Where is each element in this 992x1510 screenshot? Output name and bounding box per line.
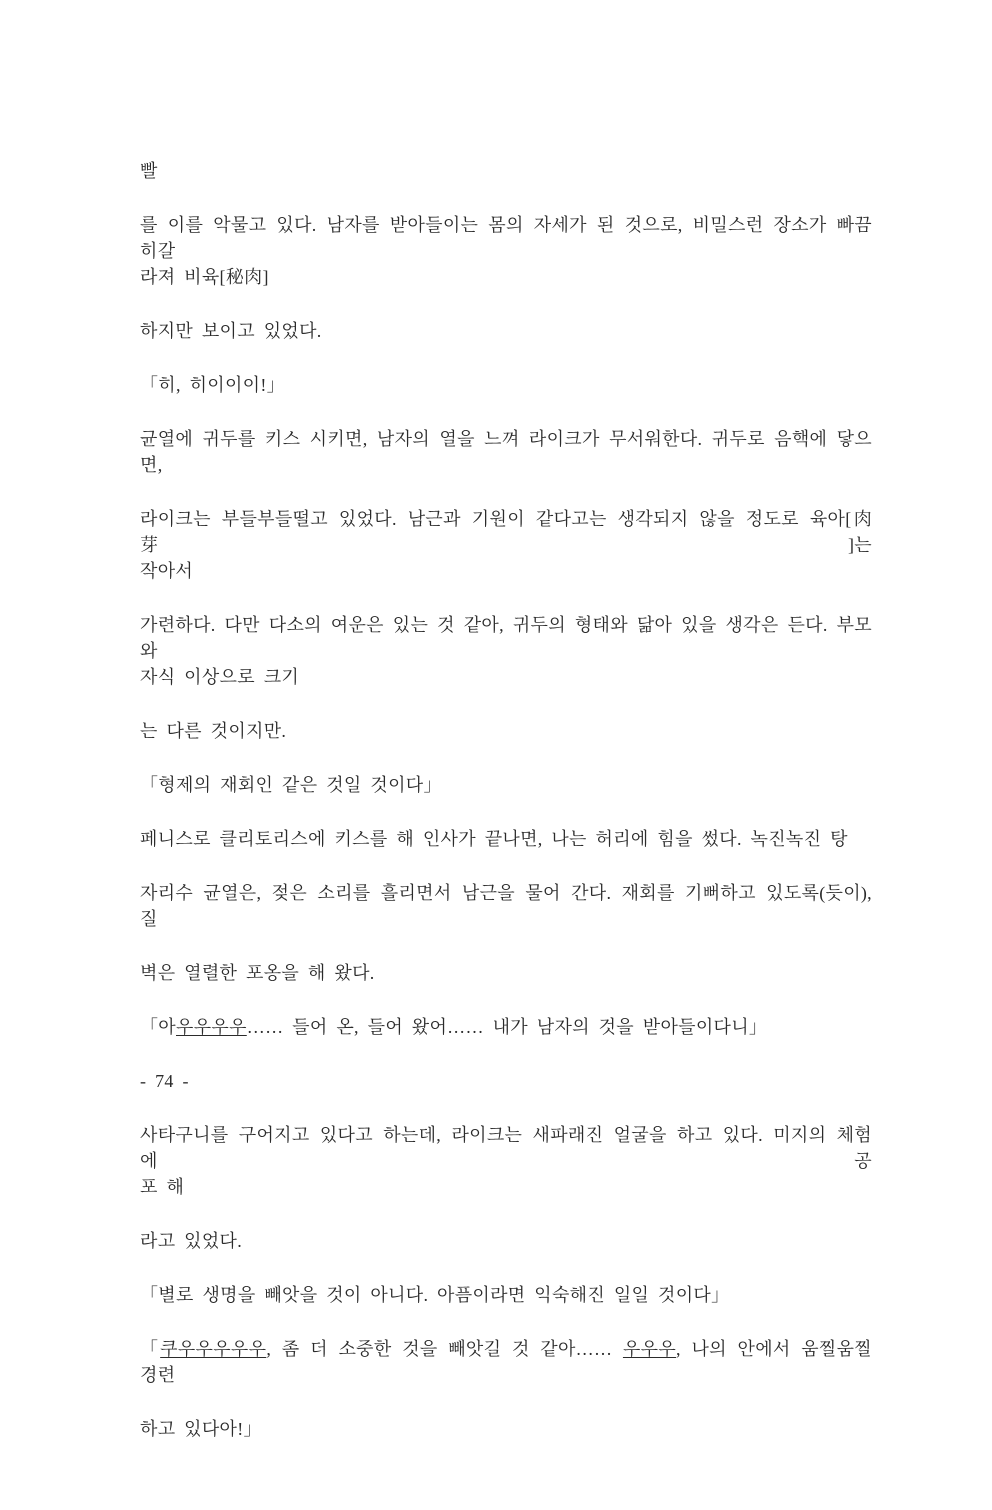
paragraph <box>140 826 872 852</box>
text-line: 라이크는 부들부들떨고 있었다. 남근과 기원이 같다고는 생각되지 않을 정도로 육아[肉芽]는 <box>140 509 872 555</box>
text-line: 자리수 균열은, 젖은 소리를 흘리면서 남근을 물어 간다. 재회를 기뻐하고 있도록(듯이), 질 <box>140 883 872 929</box>
text-line: 페니스로 클리토리스에 키스를 해 인사가 끝나면, 나는 허리에 힘을 썼다. 녹진녹진 탕 <box>140 829 848 849</box>
paragraph <box>140 612 872 690</box>
text-segment: , 좀 더 소중한 것을 빼앗길 것 같아…… <box>266 1339 623 1359</box>
paragraph <box>140 1336 872 1388</box>
text-line: 는 다른 것이지만. <box>140 721 287 741</box>
text-line: 벽은 열렬한 포옹을 해 왔다. <box>140 963 375 983</box>
dialogue-line <box>140 1014 872 1040</box>
page-number-label: - 74 - <box>140 1071 189 1091</box>
text-line: 를 이를 악물고 있다. 남자를 받아들이는 몸의 자세가 된 것으로, 비밀스런 장소가 빠끔히갈 <box>140 215 872 261</box>
text-line: 포 해 <box>140 1177 185 1197</box>
text-line: 가련하다. 다만 다소의 여운은 있는 것 같아, 귀두의 형태와 닮아 있을 생각은 든다. 부모와 <box>140 615 872 661</box>
underlined-text-segment: 쿠우우우우우 <box>160 1339 267 1359</box>
paragraph <box>140 718 872 744</box>
paragraph <box>140 158 872 184</box>
text-line: 하지만 보이고 있었다. <box>140 321 322 341</box>
paragraph <box>140 318 872 344</box>
paragraph <box>140 372 872 398</box>
paragraph <box>140 1014 872 1040</box>
text-line: 빨 <box>140 161 158 181</box>
paragraph <box>140 1416 872 1442</box>
paragraph <box>140 960 872 986</box>
text-line: 라고 있었다. <box>140 1231 243 1251</box>
dialogue-line: 「별로 생명을 빼앗을 것이 아니다. 아픔이라면 익숙해진 일일 것이다」 <box>140 1285 730 1305</box>
paragraph <box>140 1122 872 1200</box>
text-line: 자식 이상으로 크기 <box>140 667 300 687</box>
paragraph <box>140 212 872 290</box>
underlined-text-segment: 우우우우 <box>176 1017 247 1037</box>
text-line: 균열에 귀두를 키스 시키면, 남자의 열을 느껴 라이크가 무서워한다. 귀두로 음핵에 닿으면, <box>140 429 872 475</box>
dialogue-line: 「히, 히이이이!」 <box>140 375 285 395</box>
text-line: 사타구니를 구어지고 있다고 하는데, 라이크는 새파래진 얼굴을 하고 있다. 미지의 체험에 공 <box>140 1125 872 1171</box>
text-line: 라져 비육[秘肉] <box>140 267 269 287</box>
text-segment: 「 <box>140 1339 161 1359</box>
dialogue-line: 「형제의 재회인 같은 것일 것이다」 <box>140 775 442 795</box>
text-segment: , 나의 안에서 움찔움찔 경련 <box>140 1339 872 1385</box>
paragraph <box>140 506 872 584</box>
paragraph <box>140 1228 872 1254</box>
underlined-text-segment: 우우우 <box>622 1339 677 1359</box>
paragraph <box>140 1282 872 1308</box>
text-segment: 「아 <box>140 1017 176 1037</box>
paragraph <box>140 880 872 932</box>
paragraph <box>140 772 872 798</box>
paragraph <box>140 426 872 478</box>
dialogue-line: 하고 있다아!」 <box>140 1419 262 1439</box>
text-line: 작아서 <box>140 561 194 581</box>
dialogue-line <box>140 1336 872 1388</box>
text-segment: …… 들어 온, 들어 왔어…… 내가 남자의 것을 받아들이다니」 <box>246 1017 768 1037</box>
page-number <box>140 1068 872 1094</box>
